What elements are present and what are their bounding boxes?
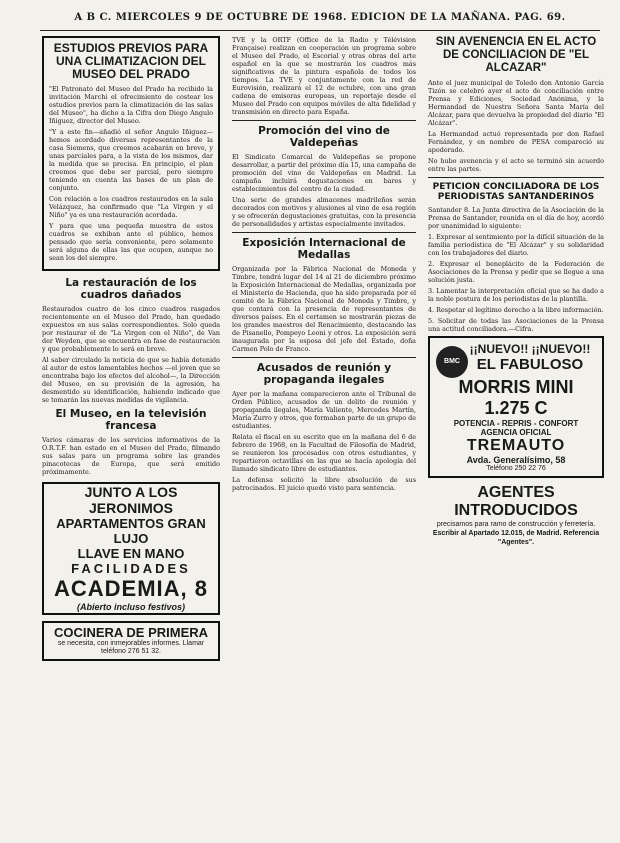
wine-promotion-headline: Promoción del vino de Valdepeñas [258,125,390,149]
prado-climatization-title: ESTUDIOS PREVIOS PARA UNA CLIMATIZACION DEL MUSEO DEL PRADO [53,41,209,81]
article-paragraph: Con relación a los cuadros restaurados en la sala Velázquez, ha confirmado que "La Virgen y el Niño" ya es una restauración acordada. [49,195,213,219]
article-paragraph: La defensa solicitó la libre absolución de sus patrocinados. El juicio quedó visto para sentencia. [232,476,416,492]
article-paragraph: No hubo avenencia y el acto se terminó sin acuerdo entre las partes. [428,157,604,173]
restoration-headline: La restauración de los cuadros dañados [65,277,197,301]
article-paragraph: 3. Lamentar la interpretación oficial que se ha dado a la noble postura de los periodistas de la plantilla. [428,287,604,303]
museum-tv-headline: El Museo, en la televisión francesa [55,408,207,432]
car-features: POTENCIA - REPRIS - CONFORT [453,419,579,428]
santander-journalists-headline: PETICION CONCILIADORA DE LOS PERIODISTAS SANTANDERINOS [432,182,600,202]
morris-mini-ad [428,336,604,478]
article-paragraph: "El Patronato del Museo del Prado ha recibido la invitación Marchi el ofrecimiento de costear los estudios previos para la climatización de las salas del Museo", ha dicho a la Cifra don Diego Angulo Iñiguez, director del Museo. [49,85,213,125]
article-paragraph: La Hermandad actuó representada por don Rafael Fernández, y en nombre de PESA compareció su apoderado. [428,130,604,154]
dealer-phone: Teléfono 250 22 76 [486,465,546,472]
cook-ad-text: se necesita, con inmejorables informes. Llamar teléfono 276 51 32. [57,640,205,655]
article-paragraph: 5. Solicitar de todas las Asociaciones de la Prensa una actitud conciliadora.—Cifra. [428,317,604,333]
agents-wanted-ad [428,484,604,547]
column-2 [232,36,416,836]
agents-ad-text: precisamos para ramo de construcción y ferretería. [436,521,596,528]
page-header: A B C. MIERCOLES 9 DE OCTUBRE DE 1968. EDICION DE LA MAÑANA. PAG. 69. [40,12,600,31]
divider [232,232,416,233]
alcazar-headline: SIN AVENENCIA EN EL ACTO DE CONCILIACION DE "EL ALCAZAR" [435,36,597,74]
article-paragraph: TVE y la ORTF (Office de la Radio y Télévision Française) realizan en cooperación un programa sobre el Museo del Prado, el Escorial y otras obras del arte español en la que se mostrarán los cuadros más significativos de la pintura española de todos los tiempos. La TVE y conjuntamente con la red de Eurovisión, realizará el 12 de octubre, con una gran cadena de emisoras europeas, un reportaje desde el Museo del Prado con equipos móviles de alta fidelidad y transmisión en directo para España. [232,36,416,116]
ad-line: EL FABULOSO [476,356,584,373]
jeronimos-apartments-ad [42,482,220,615]
article-paragraph: Varios cámaras de los servicios informativos de la O.R.T.F. han estado en el Museo del Prado, filmando sus salas para un programa sobre las grandes pinacotecas de Europa, que será emitido próximamente. [42,436,220,476]
prado-climatization-box [42,36,220,271]
article-paragraph: 4. Respetar el legítimo derecho a la libre información. [428,306,604,314]
ad-line: FACILIDADES [71,561,191,576]
divider [232,120,416,121]
dealer-address: Avda. Generalísimo, 58 [466,455,566,465]
article-paragraph: "Y a este fin—añadió el señor Angulo Iñiguez—hemos acordado diversas representantes de la casa Siemens, que creemos acabarán en breve, y unas parciales para, a la vista de los mismos, dar la medida que se precisa. En principio, el plan creemos que debe ser parcial, pero siempre teniendo en cuenta las bases de un plan de conjunto. [49,128,213,192]
ad-line: LLAVE EN MANO [77,546,185,561]
article-paragraph: Y para que una pequeña muestra de estos cuadros se exhiban ante el público, hemos pensado que sería conveniente, pero solamente será alguna de ellas las que ocupen, aunque no sean los del siempre. [49,222,213,262]
article-paragraph: El Sindicato Comarcal de Valdepeñas se propone desarrollar, a partir del próximo día 15, una campaña de promoción del vino de Valdepeñas en Madrid. La campaña incluirá degustaciones en bares y establecimientos del centro de la ciudad. [232,153,416,193]
article-paragraph: Al saber circulado la noticia de que se había detenido al autor de estos lamentables hechos —el joven que se encontraba bajo los efectos del alcohol—, la Dirección del Museo, en su provisión de la agresión, ha desmentido su identificación, habiendo indicado que se tomarán las nuevas medidas de vigilancia. [42,356,220,404]
bmc-badge-icon: BMC [436,346,468,378]
agents-ad-contact: Escribir al Apartado 12.015, de Madrid. Referencia "Agentes". [432,530,600,546]
ad-line: ¡¡NUEVO!! ¡¡NUEVO!! [469,342,591,356]
column-3 [428,36,604,836]
article-paragraph: Organizada por la Fábrica Nacional de Moneda y Timbre, tendrá lugar del 14 al 21 de diciembre próximo la Exposición Internacional de Medallas, organizada por el Ministerio de Hacienda, que ha sido preparada por el comité de la Fábrica Nacional de Moneda y Timbre, y que contará con la presencia de representantes de diversos países. En el certamen se mostrarán piezas de los grandes maestros del Renacimiento, destacando las de Pisanello, Pompeyo Leoni y otros. La exposición será inaugurada por la esposa del jefe del Estado, doña Carmen Polo de Franco. [232,265,416,353]
article-paragraph: 2. Expresar el beneplácito de la Federación de Asociaciones de la Prensa y pedir que se llegue a una solución justa. [428,260,604,284]
car-model: MORRIS MINI 1.275 C [458,377,574,418]
cook-wanted-ad [42,621,220,661]
ad-line: APARTAMENTOS GRAN LUJO [56,516,206,546]
dealer-name: TREMAUTO [466,437,566,454]
agents-ad-title: AGENTES INTRODUCIDOS [454,484,578,519]
cook-ad-title: COCINERA DE PRIMERA [53,625,209,640]
article-paragraph: Relata el fiscal en su escrito que en la mañana del 6 de febrero de 1968, en la Facultad de Filosofía de Madrid, se reunieron los procesados con otros estudiantes, y repartieron octavillas en las que se hacía apología del llamado sindicato libre de estudiantes. [232,433,416,473]
illegal-propaganda-headline: Acusados de reunión y propaganda ilegales [256,362,392,386]
article-paragraph: Santander 8. La Junta directiva de la Asociación de la Prensa de Santander, reunida en el día de hoy, acordó por unanimidad lo siguiente: [428,206,604,230]
divider [428,177,604,178]
ad-address: ACADEMIA, 8 [53,576,208,601]
column-1 [42,36,220,836]
article-paragraph: Ayer por la mañana comparecieron ante el Tribunal de Orden Público, acusados de un delito de reunión y propaganda ilegales, María Valiente, Mercedes Martín, María Zurro y otros, que formaban parte de un grupo de estudiantes. [232,390,416,430]
article-paragraph: Ante el juez municipal de Toledo don Antonio García Tizón se celebró ayer el acto de conciliación entre Prensa y Ediciones, Sociedad Anónima, y la Hermandad de Nuestra Señora Santa María del Alcázar, para que devuelva la propiedad del diario "El Alcázar". [428,79,604,127]
divider [232,357,416,358]
medals-exhibition-headline: Exposición Internacional de Medallas [242,237,406,261]
article-paragraph: Restaurados cuatro de los cinco cuadros rasgados recientemente en el Museo del Prado, han quedado expuestos en sus salas correspondientes. Solo queda por restaurar el de "La Virgen con el Niño", de Van der Weyden, que se encuentra en fase de restauración y que probablemente lo será en breve. [42,305,220,353]
article-paragraph: 1. Expresar al sentimiento por la difícil situación de la familia periodística de "El Alcázar" y su solidaridad con los trabajadores del diario. [428,233,604,257]
article-paragraph: Una serie de grandes almacenes madrileños serán decorados con motivos y alusiones al vino de esa región y se ofrecerán degustaciones gratuitas, con la presencia de personalidades y artistas especialmente invitados. [232,196,416,228]
ad-line: JUNTO A LOS JERONIMOS [84,484,178,516]
agency-label: AGENCIA OFICIAL [480,428,552,437]
ad-line: (Abierto incluso festivos) [76,602,185,612]
